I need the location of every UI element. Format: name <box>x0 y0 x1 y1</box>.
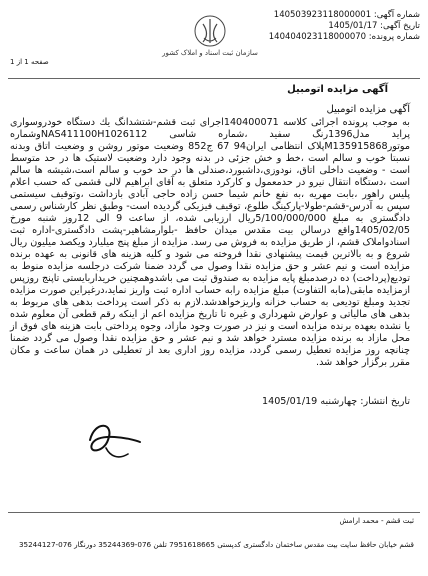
emblem-icon <box>193 14 227 48</box>
case-number-label: شماره پرونده: <box>368 32 420 42</box>
signature-icon <box>70 410 160 475</box>
page-title: آگهی مزایده اتومبیل <box>287 84 388 95</box>
office-address: قشم خیابان حافظ سایت بیت مقدس ساختمان دادگستری کدپستی 7951618665 تلفن 076-35244369 دورنگار 076-35244127 <box>18 540 414 549</box>
page-indicator: صفحه 1 از 1 <box>10 58 49 66</box>
notice-date-label: تاریخ آگهی: <box>380 21 420 31</box>
notice-number: 140503923118000001 <box>273 10 372 20</box>
header-divider <box>8 78 420 79</box>
body-text: به موجب پرونده اجرائی کلاسه 140400071اجرای ثبت قشم-شتشدانگ یك دستگاه خودروسواری پراید مدل1396رنگ سفید ،شماره شاسی NAS411100H1026112وشماره موتورM135915868پلاک انتظامی ایران94 67 ج852 وضعیت موتور روشن و وضعیت اتاق وبدنه نسبتا خوب و سالم است ،خط و خش جزئی در بدنه وجود دارد وضعیت لاستیک ها در حد متوسط است - وضعیت داخلی اتاق، نودوزی،داشبورد،صندلی ها در حد خوب و سالم است،شیشه ها سالم است ،دستگاه انتقال نیرو در حدمعمول و کارکرد متعلق به آقای ابراهیم لالی قشمی که حسب اعلام پلیس راهور ،بابت مهریه ،به نفع خانم شیما حسن زاده حاجی آبادی بازداشت ،وتوقیف سیستمی سپس به آدرس-قشم-طولا-پارکینگ طلوع، توقیف فیزیکی گردیده است- وطبق نظر کارشناس رسمی دادگستری به مبلغ 5/100/000/000ریال ارزیابی شده، از ساعت 9 الی 12روز شنبه مورخ 1405/02/05واقع درسالن بیت مقدس میدان حافظ -بلوارمشاهیر-پشت دادگستری-اداره ثبت اسنادواملاک قشم، از طریق مزایده به فروش می رسد. مزایده از مبلغ پنج میلیارد ویکصد میلیون ریال شروع و به بالاترین قیمت پیشنهادی نقدا فروخته می شود و کلیه هزینه های قانونی به عهده برنده مزایده است و نیم عشر و حق مزایده نقدا وصول می گردد ضمنا شرکت درجلسه مزایده منوط به تودیع(پرداخت) ده درصدمبلغ پایه مزایده به صندوق ثبت می باشدوهمچنین خریداربایستی تاپنج روزپس ازمزایده مابقی(مابه التفاوت) مبلغ مزایده رابه حساب اداره ثبت واریز نماید،درغیراین صورت مزایده تجدید ومبلغ تودیعی به حساب خزانه واریزخواهدشد.لازم به ذکر است پرداخت بدهی های مربوط به بدهی های مالیاتی و عوارض شهرداری و غیره تا تاریخ مزایده اعم از اینکه رقم قطعی آن معلوم شده یا نشده بعهده برنده مزایده است و نیز در صورت وجود مازاد، وجوه پرداختی بابت هزینه های فوق از محل مازاد به برنده مزایده مسترد خواهد شد و نیم عشر و حق مزایده نقدا وصول می گردد ضمنا چنانچه روز مزایده تعطیل رسمی گردد، مزایده روز اداری بعد از تعطیلی در همان ساعت و مکان مقرر برگزار خواهد شد. <box>9 117 411 368</box>
notice-date: 1405/01/17 <box>328 21 378 31</box>
organization-emblem <box>150 14 270 76</box>
body-heading: آگهی مزایده اتومبیل <box>326 104 410 115</box>
publish-date-label: تاریخ انتشار: <box>360 396 410 407</box>
organization-name: سازمان ثبت اسناد و املاک کشور <box>162 49 258 57</box>
notice-body <box>10 104 410 369</box>
signer-name: ثبت قشم - محمد ارامش <box>339 516 414 525</box>
case-number: 140404023118000070 <box>268 32 367 42</box>
publish-date <box>262 396 410 407</box>
footer-divider <box>8 512 420 513</box>
publish-date-value: چهارشنبه 1405/01/19 <box>261 396 358 407</box>
notice-number-label: شماره آگهی: <box>373 10 420 20</box>
